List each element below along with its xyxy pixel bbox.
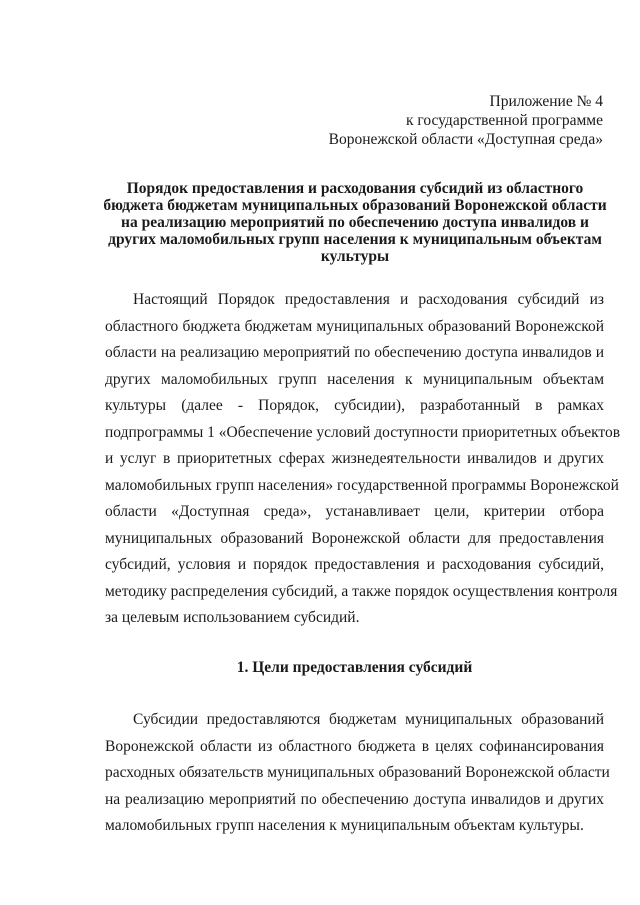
paragraph-line: Настоящий Порядок предоставления и расходования субсидий из	[133, 291, 604, 308]
paragraph-line: за целевым использованием субсидий.	[105, 609, 360, 626]
paragraph-line: Воронежской области из областного бюджета в целях софинансирования	[105, 737, 604, 755]
appendix-reference: к государственной программе	[405, 112, 603, 129]
appendix-program-name: Воронежской области «Доступная среда»	[328, 131, 603, 148]
title-line: Порядок предоставления и расходования субсидий из областного	[126, 180, 584, 197]
title-line: на реализацию мероприятий по обеспечению доступа инвалидов и	[121, 214, 589, 231]
appendix-number: Приложение № 4	[489, 93, 603, 110]
intro-paragraph	[105, 287, 621, 632]
paragraph-line: муниципальных образований Воронежской области для предоставления	[105, 529, 604, 547]
paragraph-line: других маломобильных групп населения к муниципальным объектам	[105, 370, 604, 388]
appendix-header	[329, 92, 603, 149]
paragraph-line: методику распределения субсидий, а также порядок осуществления контроля	[105, 582, 618, 600]
paragraph-line: области «Доступная среда», устанавливает цели, критерии отбора	[105, 503, 604, 520]
title-line: бюджета бюджетам муниципальных образований Воронежской области	[103, 197, 607, 214]
section-paragraph	[105, 707, 610, 840]
title-line: других маломобильных групп населения к муниципальным объектам	[108, 231, 602, 248]
paragraph-line: Субсидии предоставляются бюджетам муниципальных образований	[133, 711, 604, 728]
paragraph-line: и услуг в приоритетных сферах жизнедеятельности инвалидов и других	[105, 450, 604, 467]
section-heading: 1. Цели предоставления субсидий	[236, 659, 473, 676]
document-title	[100, 180, 610, 265]
paragraph-line: областного бюджета бюджетам муниципальных образований Воронежской	[105, 317, 604, 335]
paragraph-line: маломобильных групп населения к муниципальным объектам культуры.	[105, 817, 584, 834]
paragraph-line: на реализацию мероприятий по обеспечению доступа инвалидов и других	[105, 790, 604, 808]
paragraph-line: подпрограммы 1 «Обеспечение условий доступности приоритетных объектов	[105, 423, 621, 441]
paragraph-line: культуры (далее - Порядок, субсидии), разработанный в рамках	[105, 397, 604, 414]
paragraph-line: маломобильных групп населения» государственной программы Воронежской	[105, 476, 619, 494]
title-line: культуры	[320, 248, 390, 265]
paragraph-line: расходных обязательств муниципальных образований Воронежской области	[105, 764, 610, 781]
paragraph-line: субсидий, условия и порядок предоставления и расходования субсидий,	[105, 556, 604, 573]
paragraph-line: области на реализацию мероприятий по обеспечению доступа инвалидов и	[105, 344, 604, 361]
